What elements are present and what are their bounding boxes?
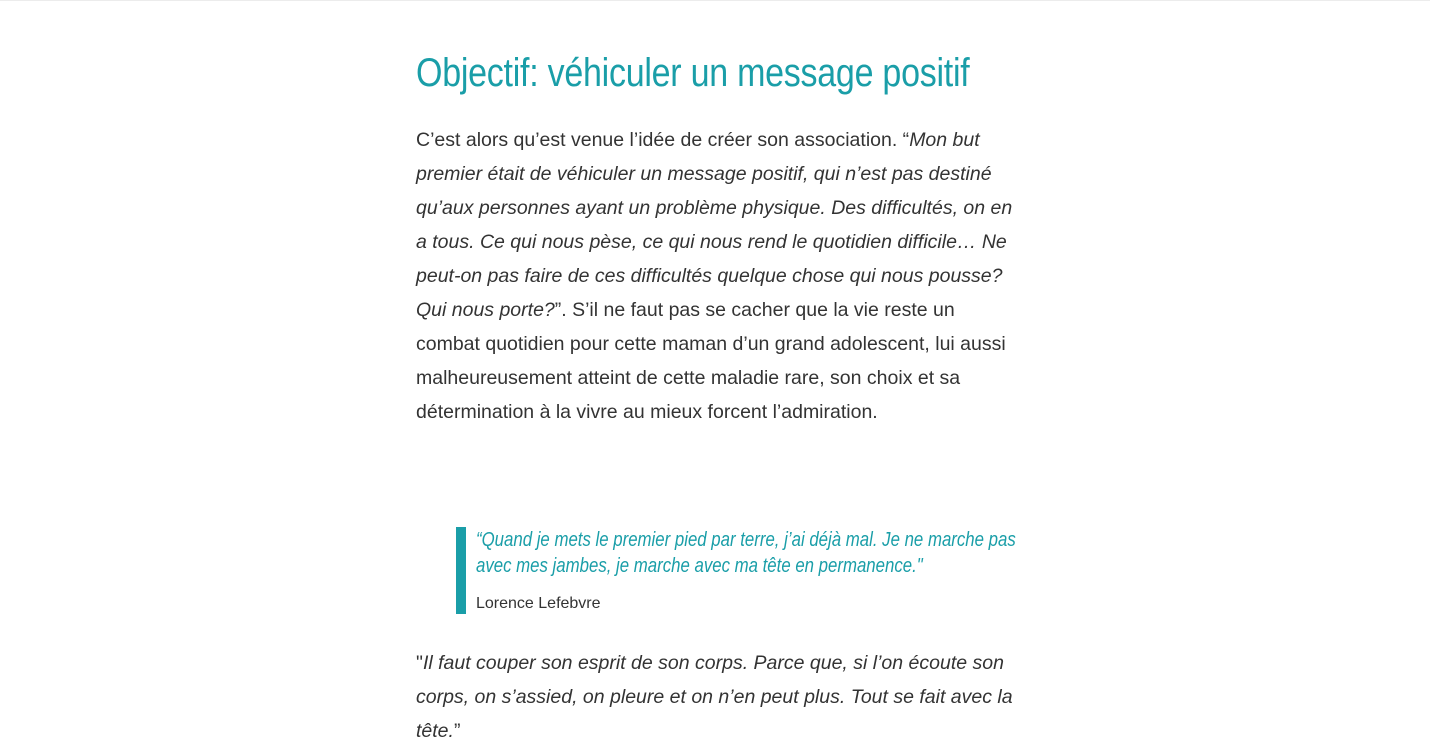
section-heading: Objectif: véhiculer un message positif: [416, 51, 970, 95]
paragraph-association: [416, 123, 1016, 429]
paragraph-quote: [416, 646, 1016, 748]
quote-close-mark: ”: [453, 720, 461, 742]
pull-quote-author: Lorence Lefebvre: [476, 595, 601, 612]
paragraph-quote-text: Il faut couper son esprit de son corps. Parce que, si l’on écoute son corps, on s’assied, on pleure et on n’en peut plus. Tout se fait avec la tête.: [416, 652, 1013, 742]
paragraph-intro-text: C’est alors qu’est venue l’idée de créer son association. “: [416, 129, 910, 151]
top-divider: [0, 0, 1430, 1]
paragraph-outro-text: ”. S’il ne faut pas se cacher que la vie reste un combat quotidien pour cette maman d’un grand adolescent, lui aussi malheureusement atteint de cette maladie rare, son choix et sa détermination à la vivre au mieux forcent l’admiration.: [416, 299, 1006, 423]
pull-quote-text: “Quand je mets le premier pied par terre, j’ai déjà mal. Je ne marche pas avec mes jambes, je marche avec ma tête en permanence.": [476, 529, 1016, 577]
quote-open-mark: ": [416, 652, 423, 674]
quote-accent-bar: [456, 527, 466, 614]
pull-quote: [456, 527, 1056, 614]
paragraph-inline-quote: Mon but premier était de véhiculer un message positif, qui n’est pas destiné qu’aux personnes ayant un problème physique. Des difficultés, on en a tous. Ce qui nous pèse, ce qui nous rend le quotidien difficile… Ne peut-on pas faire de ces difficultés quelque chose qui nous pousse? Qui nous porte?: [416, 129, 1013, 321]
